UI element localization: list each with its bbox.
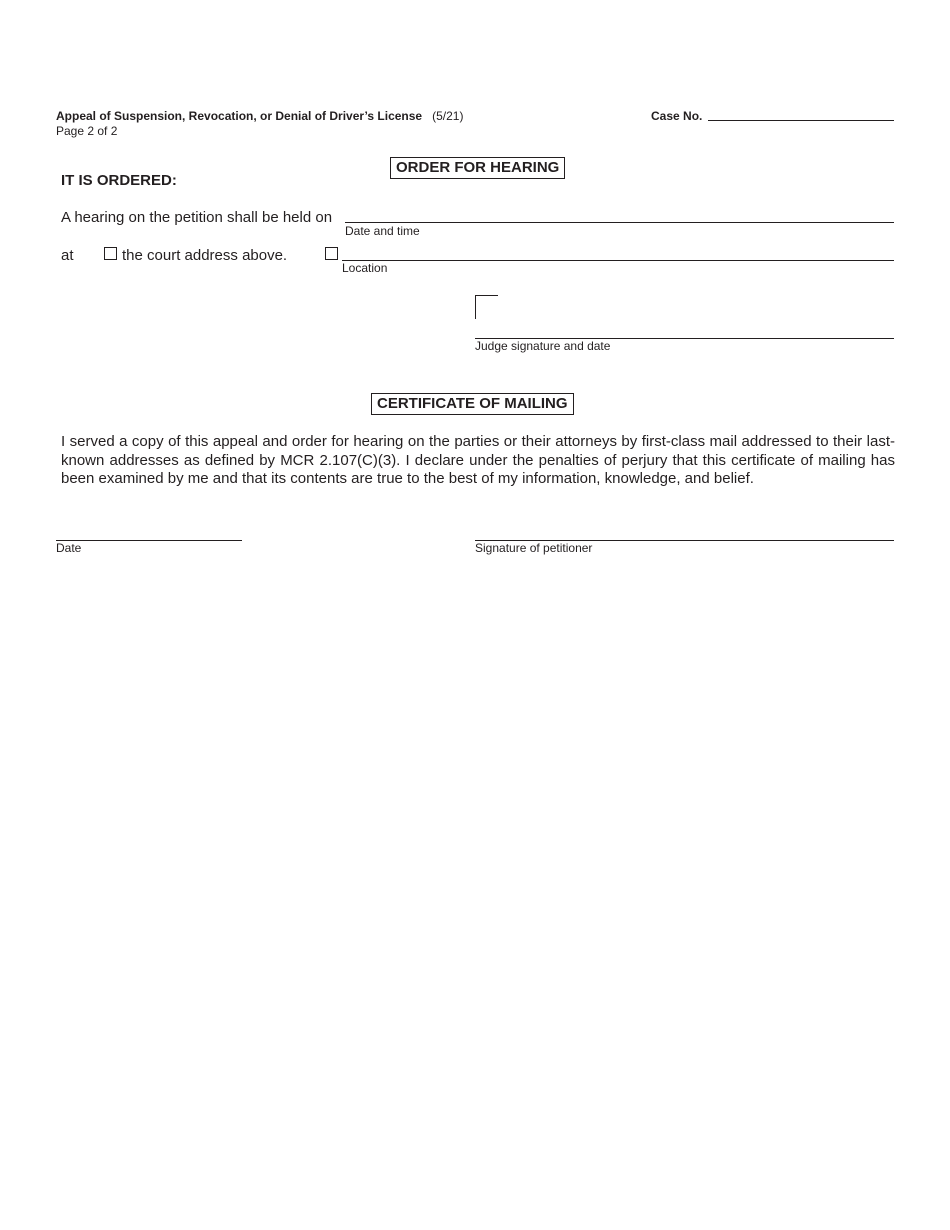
- order-for-hearing-heading: ORDER FOR HEARING: [390, 157, 565, 179]
- court-address-checkbox[interactable]: [104, 247, 117, 260]
- at-label: at: [61, 247, 74, 264]
- case-no-field[interactable]: [708, 120, 894, 121]
- petitioner-signature-label: Signature of petitioner: [475, 541, 593, 555]
- page-number: Page 2 of 2: [56, 124, 118, 138]
- location-label: Location: [342, 261, 388, 275]
- date-time-field[interactable]: [345, 222, 894, 223]
- location-field[interactable]: [342, 260, 894, 261]
- form-title-text: Appeal of Suspension, Revocation, or Denial of Driver’s License: [56, 109, 423, 123]
- form-revision: (5/21): [432, 109, 464, 123]
- court-address-label: the court address above.: [122, 247, 288, 264]
- judge-signature-label: Judge signature and date: [475, 339, 611, 353]
- hearing-text: A hearing on the petition shall be held on: [61, 209, 333, 226]
- date-field[interactable]: [56, 540, 242, 541]
- date-label: Date: [56, 541, 82, 555]
- it-is-ordered-label: IT IS ORDERED:: [61, 172, 177, 189]
- form-title: [56, 109, 463, 123]
- case-no-label: Case No.: [651, 109, 703, 123]
- other-location-checkbox[interactable]: [325, 247, 338, 260]
- certificate-of-mailing-heading: CERTIFICATE OF MAILING: [371, 393, 574, 415]
- certificate-statement: I served a copy of this appeal and order for hearing on the parties or their attorneys by first-class mail addressed to their last-known addresses as defined by MCR 2.107(C)(3). I declare under the penalties of perjury that this certificate of mailing has been examined by me and that its contents are true to the best of my information, knowledge, and belief.: [61, 433, 895, 488]
- seal-corner-mark: [475, 295, 498, 319]
- date-time-label: Date and time: [345, 224, 420, 238]
